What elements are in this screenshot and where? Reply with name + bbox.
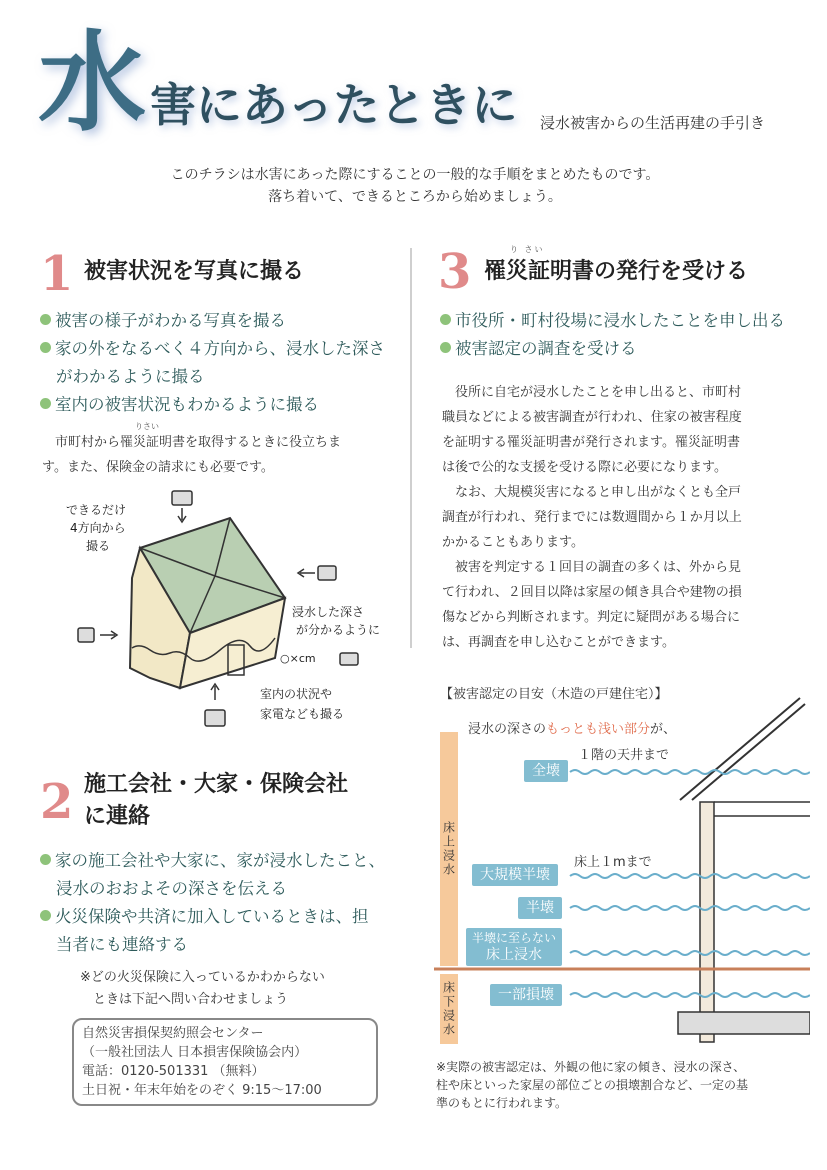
- house-illustration: [60, 488, 380, 738]
- illustration-note: 浸水した深さ: [292, 605, 365, 619]
- badge-below-half-collapse: 半壊に至らない 床上浸水: [466, 928, 562, 966]
- illustration-note: 室内の状況や: [260, 687, 333, 701]
- section1-title: 被害状況を写真に撮る: [84, 258, 305, 284]
- illustration-note: 家電なども撮る: [260, 707, 345, 721]
- caption-highlight: もっとも浅い部分: [546, 722, 651, 737]
- intro-text: このチラシは水害にあった際にすることの一般的な手順をまとめたものです。 落ち着いて、できるところから始めましょう。: [170, 167, 660, 205]
- illustration-note: が分かるように: [296, 623, 380, 637]
- illustration-note: できるだけ: [66, 503, 127, 517]
- page-subtitle: 浸水被害からの生活再建の手引き: [540, 114, 766, 132]
- contact-box: 自然災害損保契約照会センター （一般社団法人 日本損害保険協会内） 電話：0120-501331 （無料） 土日祝・年末年始をのぞく 9:15～17:00: [72, 1018, 378, 1106]
- diagram-caption: 浸水の深さのもっとも浅い部分が、: [468, 722, 677, 737]
- list-item: 被害の様子がわかる写真を撮る: [40, 307, 410, 335]
- level-label-ceiling: １階の天井まで: [578, 748, 670, 763]
- list-item: 家の外をなるべく４方向から、浸水した深さ: [40, 335, 410, 363]
- illustration-note: 撮る: [86, 539, 111, 553]
- section2-title: 施工会社・大家・保険会社 に連絡: [84, 771, 349, 829]
- section3-body: 役所に自宅が浸水したことを申し出ると、市町村 職員などによる被害調査が行われ、住家の被害程度 を証明する罹災証明書が発行されます。罹災証明書 は後で公的な支援を受ける際に必要になります。 なお、大規模災害になると申し出がなくとも全戸 調査が行われ、発行までには数週間から１か月以上 かかることもあります。 被害を判定する１回目の調査の多くは、外から見 て行われ、２回目以降は家屋の傾き具合や建物の損 傷などから判断されます。判定に疑問がある場合に は、再調査を申し込むことができます。: [442, 385, 742, 650]
- badge-half-collapse: 半壊: [518, 897, 562, 919]
- list-item: 被害認定の調査を受ける: [440, 335, 820, 363]
- diagram-footnote: ※実際の被害認定は、外観の他に家の傾き、浸水の深さ、 柱や床といった家屋の部位ごとの損壊割合など、一定の基 準のもとに行われます。: [436, 1060, 749, 1110]
- section1-body: 市町村から罹災証明書を取得するときに役立ちま す。また、保険金の請求にも必要です。: [42, 435, 342, 475]
- water-level-lines: [570, 770, 810, 997]
- section1-bullets: [40, 307, 410, 419]
- section3-bullets: [440, 307, 820, 363]
- list-item: 市役所・町村役場に浸水したことを申し出る: [440, 307, 820, 335]
- bullet-icon: [440, 314, 451, 325]
- above-floor-bar: 床上浸水: [440, 732, 458, 966]
- ruby-text: りさい: [135, 422, 159, 431]
- section2-note: ※どの火災保険に入っているかわからない ときは下記へ問い合わせましょう: [80, 970, 325, 1007]
- section2-number: 2: [40, 774, 74, 830]
- list-item: 家の施工会社や大家に、家が浸水したこと、: [40, 847, 410, 875]
- foundation: [678, 1012, 810, 1034]
- bullet-icon: [40, 314, 51, 325]
- page-title: 害にあったときに: [150, 78, 518, 132]
- section2-bullets: [40, 847, 410, 959]
- roof-line: [680, 698, 800, 800]
- list-item: 浸水のおおよその深さを伝える: [56, 879, 287, 898]
- column-divider: [410, 248, 412, 648]
- diagram-title: 【被害認定の目安（木造の戸建住宅）】: [440, 687, 668, 702]
- bullet-icon: [440, 342, 451, 353]
- illustration-note: ○×cm: [280, 652, 316, 665]
- badge-partial-damage: 一部損壊: [490, 984, 562, 1006]
- ruby-text: り さい: [510, 245, 545, 254]
- bullet-icon: [40, 342, 51, 353]
- pillar: [700, 802, 714, 1042]
- list-item: がわかるように撮る: [56, 367, 205, 386]
- house-drawing: [130, 518, 285, 688]
- list-item: 火災保険や共済に加入しているときは、担: [40, 903, 410, 931]
- badge-total-collapse: 全壊: [524, 760, 568, 782]
- section3-number: 3: [438, 244, 472, 300]
- list-item: 当者にも連絡する: [56, 935, 188, 954]
- badge-large-half-collapse: 大規模半壊: [472, 864, 558, 886]
- bullet-icon: [40, 910, 51, 921]
- section3-title: 罹災証明書の発行を受ける: [484, 258, 749, 284]
- bullet-icon: [40, 398, 51, 409]
- illustration-note: 4方向から: [70, 521, 126, 535]
- section1-number: 1: [40, 246, 74, 302]
- below-floor-bar: 床下浸水: [440, 974, 458, 1044]
- level-label-1m: 床上１mまで: [574, 855, 652, 870]
- bullet-icon: [40, 854, 51, 865]
- list-item: 室内の被害状況もわかるように撮る: [40, 391, 410, 419]
- title-big-char: 水: [38, 21, 143, 146]
